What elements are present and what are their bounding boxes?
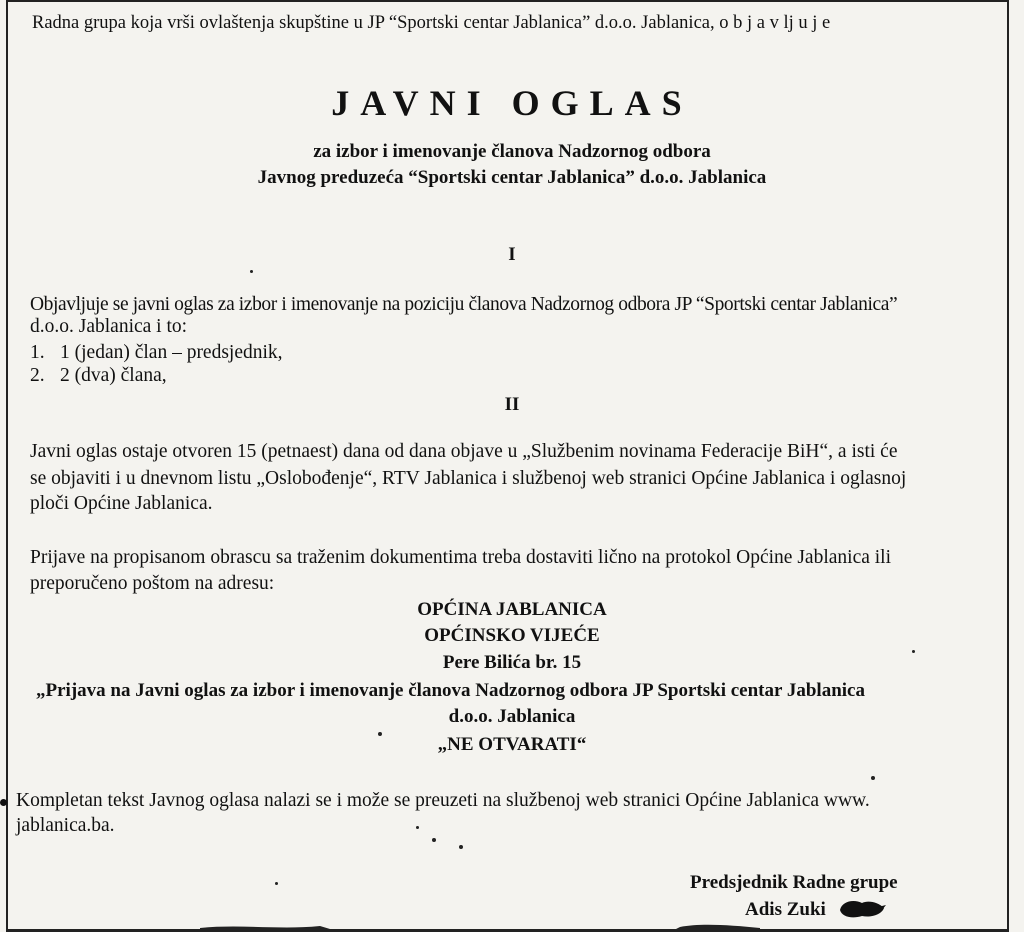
address-line-3: Pere Bilića br. 15 [442, 652, 582, 673]
list-item [30, 342, 283, 364]
signature-name: Adis Zuki [745, 899, 826, 920]
address-line-2: OPĆINSKO VIJEĆE [424, 625, 600, 646]
speck [275, 882, 278, 885]
closing-line-2: jablanica.ba. [16, 815, 115, 836]
address-line-5: d.o.o. Jablanica [448, 706, 576, 727]
speck [459, 845, 463, 849]
list-item-text: 1 (jedan) član – predsjednik, [60, 342, 283, 363]
address-line-1: OPĆINA JABLANICA [417, 599, 607, 620]
subtitle-line-2: Javnog preduzeća “Sportski centar Jablanica” d.o.o. Jablanica [257, 167, 767, 188]
address-line-4: „Prijava na Javni oglas za izbor i imenovanje članova Nadzornog odbora JP Sportski centar Jablanica [36, 680, 865, 701]
list-item-number: 2. [30, 365, 45, 386]
ink-blot-icon [838, 898, 886, 920]
speck [378, 732, 382, 736]
bullet-dot [0, 799, 7, 806]
section2-para2-line-2: preporučeno poštom na adresu: [30, 573, 275, 594]
list-item-text: 2 (dva) člana, [60, 365, 167, 386]
speck [416, 826, 419, 829]
speck [250, 270, 253, 273]
section2-para1-line-2: se objaviti i u dnevnom listu „Oslobođenje“, RTV Jablanica i službenoj web stranici Općine Jablanica i oglasnoj [30, 468, 907, 489]
speck [912, 650, 915, 653]
address-line-6: „NE OTVARATI“ [437, 734, 587, 755]
section2-para1-line-1: Javni oglas ostaje otvoren 15 (petnaest) dana od dana objave u „Službenim novinama Federacije BiH“, a isti će [30, 441, 898, 462]
list-item [30, 365, 167, 387]
speck [871, 776, 875, 780]
section1-text-line-2: d.o.o. Jablanica i to: [30, 316, 188, 337]
section-number-1: I [508, 244, 516, 265]
speck [432, 838, 436, 842]
section2-para1-line-3: ploči Općine Jablanica. [30, 493, 213, 514]
subtitle-line-1: za izbor i imenovanje članova Nadzornog odbora [313, 141, 711, 162]
section2-para2-line-1: Prijave na propisanom obrascu sa traženim dokumentima treba dostaviti lično na protokol Općine Jablanica ili [30, 547, 892, 568]
section-number-2: II [504, 394, 520, 415]
list-item-number: 1. [30, 342, 45, 363]
intro-line: Radna grupa koja vrši ovlaštenja skupštine u JP “Sportski centar Jablanica” d.o.o. Jablanica, o b j a v lj u j e [32, 13, 831, 33]
signature-title: Predsjednik Radne grupe [690, 872, 898, 893]
bottom-smudge [200, 922, 760, 932]
document-title: JAVNI OGLAS [331, 83, 693, 123]
closing-line-1: Kompletan tekst Javnog oglasa nalazi se i može se preuzeti na službenoj web stranici Općine Jablanica www. [16, 790, 870, 811]
section1-text-line-1: Objavljuje se javni oglas za izbor i imenovanje na poziciju članova Nadzornog odbora JP “Sportski centar Jablanica” [30, 294, 898, 315]
